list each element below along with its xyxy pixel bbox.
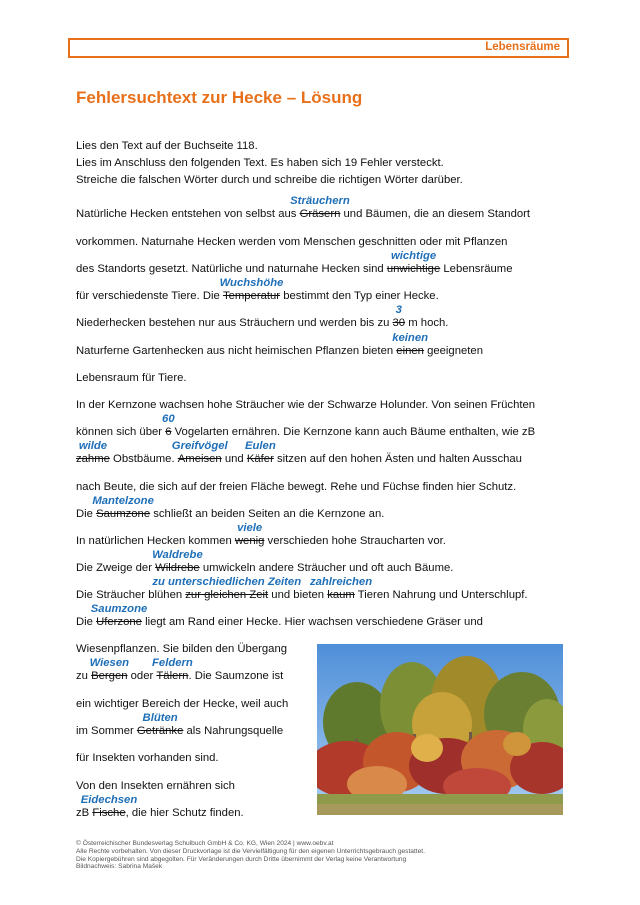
error-word xyxy=(290,195,350,220)
wrong-word: einen xyxy=(396,345,424,357)
text-line-19: ein wichtiger Bereich der Hecke, weil auch xyxy=(76,698,289,710)
wrong-word: 30 xyxy=(392,317,406,329)
hedge-illustration xyxy=(317,644,563,815)
text-segment: Naturferne Gartenhecken aus nicht heimischen Pflanzen bieten xyxy=(76,345,397,357)
wrong-word: zahme xyxy=(76,453,110,465)
text-line-12 xyxy=(76,495,385,520)
correction: Waldrebe xyxy=(152,549,203,561)
text-line-7: Lebensraum für Tiere. xyxy=(76,372,187,384)
wrong-word: Käfer xyxy=(246,453,274,465)
text-segment: Tieren Nahrung und Unterschlupf. xyxy=(354,589,528,601)
error-word xyxy=(171,440,228,465)
error-word xyxy=(386,250,441,275)
wrong-word: Uferzone xyxy=(96,616,142,628)
correction: Greifvögel xyxy=(171,440,228,452)
text-segment: oder xyxy=(127,670,157,682)
text-line-5 xyxy=(76,304,449,329)
text-line-3 xyxy=(76,250,513,275)
text-segment: zB xyxy=(76,807,93,819)
footer-line-3: Die Kopiergebühren sind abgegolten. Für Veränderungen durch Dritte übernimmt der Verlag keine Verantwortung xyxy=(76,855,407,863)
wrong-word: Wildrebe xyxy=(155,562,200,574)
text-line-21: für Insekten vorhanden sind. xyxy=(76,752,219,764)
footer xyxy=(76,840,425,871)
text-segment: umwickeln andere Sträucher und oft auch Bäume. xyxy=(199,562,454,574)
correction: 3 xyxy=(395,304,402,316)
correction: Wuchshöhe xyxy=(219,277,284,289)
wrong-word: Gräsern xyxy=(299,208,341,220)
error-word xyxy=(392,332,429,357)
wrong-word: Bergen xyxy=(91,670,128,682)
wrong-word: Temperatur xyxy=(222,290,281,302)
error-word xyxy=(136,712,184,737)
text-segment: Vogelarten ernähren. Die Kernzone kann auch Bäume enthalten, wie zB xyxy=(171,426,536,438)
text-line-11: nach Beute, die sich auf der freien Fläche bewegt. Rehe und Füchse finden hier Schutz. xyxy=(76,481,517,493)
text-line-1 xyxy=(76,195,531,220)
text-segment: . Die Saumzone ist xyxy=(188,670,284,682)
text-segment: geeigneten xyxy=(423,345,483,357)
text-line-2: vorkommen. Naturnahe Hecken werden vom Menschen geschnitten oder mit Pflanzen xyxy=(76,236,508,248)
text-segment: und xyxy=(221,453,247,465)
text-line-16 xyxy=(76,603,483,628)
wrong-word: zur gleichen Zeit xyxy=(185,589,269,601)
wrong-word: Fische xyxy=(92,807,126,819)
wrong-word: unwichtige xyxy=(386,263,441,275)
footer-line-1: © Österreichischer Bundesverlag Schulbuch GmbH & Co. KG, Wien 2024 | www.oebv.at xyxy=(76,840,334,847)
correction: 60 xyxy=(162,413,175,425)
text-line-18 xyxy=(76,657,284,682)
text-segment: Obstbäume. xyxy=(109,453,178,465)
text-segment: Die Zweige der xyxy=(76,562,156,574)
error-word xyxy=(152,549,203,574)
text-line-4 xyxy=(76,277,439,302)
intro-line-1: Lies den Text auf der Buchseite 118. xyxy=(76,140,258,152)
text-line-22: Von den Insekten ernähren sich xyxy=(76,780,235,792)
hedge-photo xyxy=(317,644,563,815)
correction: zahlreichen xyxy=(309,576,373,588)
text-segment: Lebensräume xyxy=(440,263,513,275)
correction: Saumzone xyxy=(90,603,148,615)
text-line-17: Wiesenpflanzen. Sie bilden den Übergang xyxy=(76,643,288,655)
error-word xyxy=(219,277,284,302)
page-title: Fehlersuchtext zur Hecke – Lösung xyxy=(76,88,363,107)
text-line-6 xyxy=(76,332,483,357)
text-segment: schließt an beiden Seiten an die Kernzone an. xyxy=(150,508,385,520)
text-line-10 xyxy=(76,440,522,465)
error-word xyxy=(89,657,130,682)
wrong-word: Tälern xyxy=(156,670,189,682)
text-segment: Die Sträucher blühen xyxy=(76,589,186,601)
correction: wichtige xyxy=(390,250,437,262)
correction: viele xyxy=(237,522,263,534)
correction: zu unterschiedlichen Zeiten xyxy=(152,576,302,588)
text-line-13 xyxy=(76,522,446,547)
text-segment: verschieden hohe Straucharten vor. xyxy=(264,535,446,547)
text-segment: und Bäumen, die an diesem Standort xyxy=(340,208,531,220)
text-segment: Die xyxy=(76,508,97,520)
footer-line-2: Alle Rechte vorbehalten. Von dieser Druckvorlage ist die Vervielfältigung für den eigenen Unterrichtsgebrauch gestattet. xyxy=(76,847,425,855)
text-segment: liegt am Rand einer Hecke. Hier wachsen verschiedene Gräser und xyxy=(141,616,483,628)
correction: Feldern xyxy=(152,657,193,669)
text-segment: können sich über xyxy=(76,426,166,438)
error-word xyxy=(234,522,265,547)
wrong-word: Getränke xyxy=(136,725,184,737)
correction: Sträuchern xyxy=(290,195,350,207)
wrong-word: kaum xyxy=(327,589,355,601)
wrong-word: wenig xyxy=(234,535,265,547)
text-line-8: In der Kernzone wachsen hohe Sträucher wie der Schwarze Holunder. Von seinen Früchten xyxy=(76,399,536,411)
text-segment: im Sommer xyxy=(76,725,137,737)
wrong-word: Saumzone xyxy=(96,508,151,520)
error-word xyxy=(392,304,406,329)
footer-line-4: Bildnachweis: Sabrina Mašek xyxy=(76,863,163,871)
wrong-word: Ameisen xyxy=(177,453,222,465)
correction: Mantelzone xyxy=(92,495,154,507)
intro-line-2: Lies im Anschluss den folgenden Text. Es haben sich 19 Fehler versteckt. xyxy=(76,157,444,169)
header-label: Lebensräume xyxy=(485,41,560,53)
correction: Eidechsen xyxy=(80,794,138,806)
error-word xyxy=(152,657,193,682)
text-line-14 xyxy=(76,549,454,574)
text-segment: des Standorts gesetzt. Natürliche und naturnahe Hecken sind xyxy=(76,263,387,275)
correction: Eulen xyxy=(244,440,276,452)
text-line-15 xyxy=(76,576,528,601)
error-word xyxy=(90,603,148,628)
text-segment: Die xyxy=(76,616,97,628)
text-segment: sitzen auf den hohen Ästen und halten Ausschau xyxy=(273,453,522,465)
text-segment: und bieten xyxy=(268,589,328,601)
text-segment: m hoch. xyxy=(405,317,449,329)
correction: keinen xyxy=(392,332,429,344)
text-segment: , die hier Schutz finden. xyxy=(125,807,244,819)
intro-line-3: Streiche die falschen Wörter durch und schreibe die richtigen Wörter darüber. xyxy=(76,174,463,186)
header-box xyxy=(68,38,569,58)
correction: wilde xyxy=(78,440,108,452)
text-segment: als Nahrungsquelle xyxy=(183,725,284,737)
wrong-word: 6 xyxy=(165,426,172,438)
text-segment: Niederhecken bestehen nur aus Sträuchern und werden bis zu xyxy=(76,317,393,329)
text-line-9 xyxy=(76,413,536,438)
correction: Blüten xyxy=(142,712,178,724)
text-segment: für verschiedenste Tiere. Die xyxy=(76,290,223,302)
error-word xyxy=(76,440,110,465)
error-word xyxy=(244,440,276,465)
error-word xyxy=(309,576,373,601)
text-line-23 xyxy=(76,794,244,819)
correction: Wiesen xyxy=(89,657,130,669)
text-line-20 xyxy=(76,712,284,737)
error-word xyxy=(162,413,175,438)
text-segment: bestimmt den Typ einer Hecke. xyxy=(280,290,439,302)
text-segment: In natürlichen Hecken kommen xyxy=(76,535,235,547)
text-segment: zu xyxy=(76,670,92,682)
text-segment: Natürliche Hecken entstehen von selbst aus xyxy=(76,208,300,220)
error-word xyxy=(92,495,154,520)
